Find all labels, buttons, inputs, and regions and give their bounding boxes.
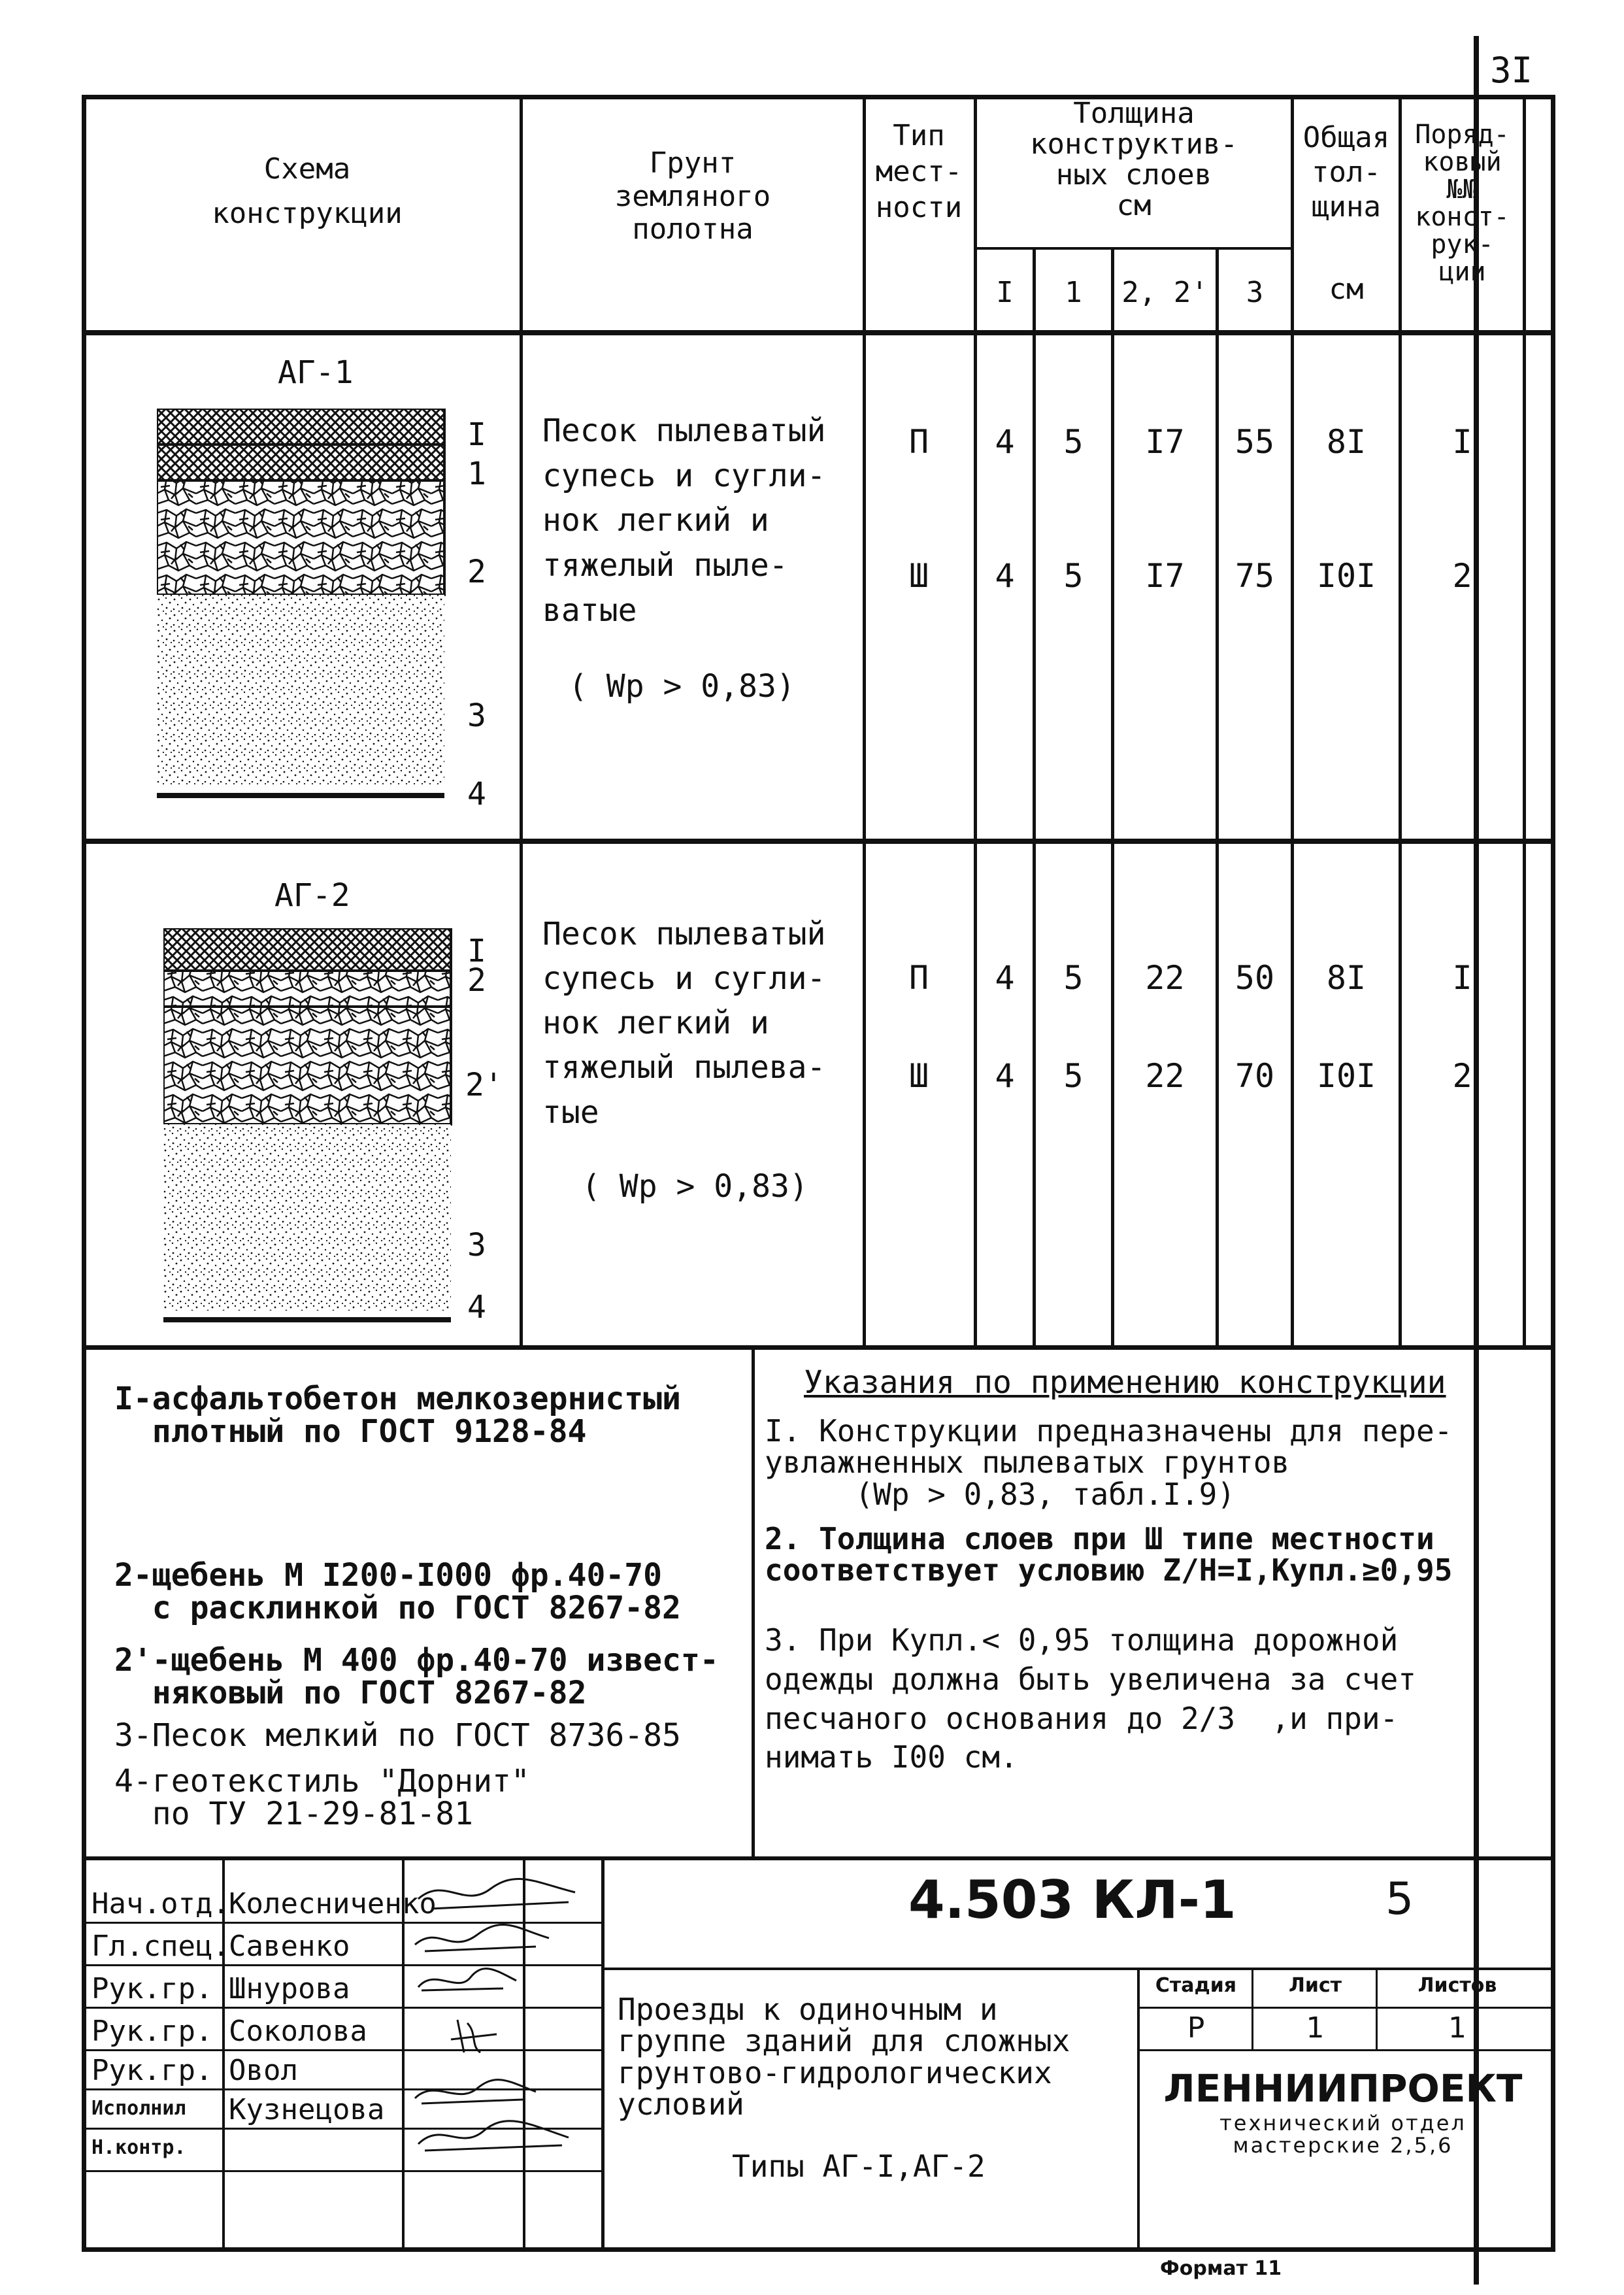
layer-sand [157, 595, 444, 784]
legend-item-2: 2-щебень М I200-I000 фр.40-70 с расклинкой по ГОСТ 8267-82 [114, 1557, 681, 1627]
layer-cell: 4 [995, 423, 1015, 461]
legend-item-3: 3-Песок мелкий по ГОСТ 8736-85 [114, 1717, 681, 1754]
layer-cell: 4 [995, 557, 1015, 595]
total-cell: 8I [1326, 423, 1367, 461]
soil-param-ag1: ( Wр > 0,83) [569, 668, 795, 705]
total-cell: I0I [1316, 1057, 1376, 1095]
sheet-label: Лист [1288, 1974, 1342, 1997]
legend-item-1: I-асфальтобетон мелкозернистый плотный по ГОСТ 9128-84 [114, 1381, 681, 1450]
total-cell: I0I [1316, 557, 1376, 595]
signer-role: Рук.гр. [91, 2054, 213, 2087]
layer-cell: 22 [1145, 959, 1185, 997]
signer-role: Исполнил [91, 2097, 186, 2120]
order-cell: 2 [1452, 557, 1472, 595]
stamp-line [1137, 1968, 1140, 2252]
col-line [1033, 248, 1036, 1350]
signer-role: Нач.отд. [91, 1887, 230, 1920]
terrain-cell: П [908, 423, 929, 461]
sheets-label: Листов [1417, 1974, 1497, 1997]
layer-geotextile [163, 1317, 451, 1322]
sheets-value: 1 [1448, 2011, 1467, 2045]
layer-cell: 75 [1235, 557, 1275, 595]
sheet-number: 3I [1490, 50, 1533, 91]
legend-item-4: 4-геотекстиль "Дорнит" по ТУ 21-29-81-81 [114, 1763, 530, 1833]
layer-label: 1 [467, 456, 486, 492]
layer-cell: 50 [1235, 959, 1275, 997]
layer-cell: I7 [1145, 423, 1185, 461]
legend-divider [752, 1348, 755, 1858]
layer-col-3: 2, 2' [1121, 276, 1208, 309]
row-divider-line [82, 839, 1555, 844]
signer-name: Соколова [229, 2015, 367, 2048]
legend-item-2prime: 2'-щебень М 400 фр.40-70 извест- няковый по ГОСТ 8267-82 [114, 1642, 719, 1712]
layer-crushed-stone [163, 971, 451, 1007]
row-line [974, 247, 1291, 250]
layer-crushed-stone [157, 480, 444, 595]
layer-label: 3 [467, 1227, 486, 1264]
document-sheet-num: 5 [1385, 1873, 1414, 1925]
construction-title-ag1: АГ-1 [278, 354, 354, 391]
order-cell: I [1452, 959, 1472, 997]
layer-geotextile [157, 793, 444, 798]
signer-name: Кузнецова [229, 2093, 385, 2126]
col-line [1216, 248, 1219, 1350]
instructions-p3: 3. При Купл.< 0,95 толщина дорожной одежды должна быть увеличена за счет песчаного основания до 2/3 ,и при- нимать I00 см. [765, 1622, 1416, 1775]
header-terrain-type: Тип мест- ности [875, 119, 963, 224]
organization-name: ЛЕННИИПРОЕКТ [1163, 2066, 1523, 2111]
layer-cell: 4 [995, 959, 1015, 997]
layer-cell: 5 [1063, 1057, 1084, 1095]
layer-cell: 70 [1235, 1057, 1275, 1095]
header-thickness: Толщина конструктив- ных слоев см [1030, 97, 1238, 223]
layer-cell: 5 [1063, 423, 1084, 461]
soil-description-ag2: Песок пылеватый супесь и сугли- нок легкий и тяжелый пылева- тые [542, 916, 826, 1131]
instructions-title: Указания по применению конструкции [804, 1364, 1446, 1401]
order-cell: 2 [1452, 1057, 1472, 1095]
col-line [1523, 95, 1526, 1350]
layer-col-1: I [996, 276, 1014, 309]
stage-value: Р [1187, 2011, 1205, 2045]
layer-col-4: 3 [1246, 276, 1264, 309]
signatures [405, 1863, 601, 2177]
stamp-line [1137, 2007, 1555, 2009]
signer-name: Савенко [229, 1930, 350, 1963]
organization-sub: технический отдел мастерские 2,5,6 [1219, 2111, 1467, 2158]
layer-label: 2 [467, 962, 486, 999]
stamp-line [1137, 2049, 1555, 2051]
header-total-unit: см [1329, 273, 1364, 306]
layer-label: 4 [467, 776, 486, 812]
stamp-line [605, 1968, 1555, 1970]
header-soil: Грунт земляного полотна [614, 146, 771, 246]
instructions-p1: I. Конструкции предназначены для пере- увлажненных пылеватых грунтов (Wр > 0,83, табл.I.9) [765, 1413, 1453, 1512]
stamp-line [601, 1860, 605, 2252]
sheet-value: 1 [1306, 2011, 1325, 2045]
terrain-cell: Ш [908, 1057, 929, 1095]
document-code: 4.503 КЛ-1 [908, 1869, 1236, 1930]
layer-cell: 5 [1063, 557, 1084, 595]
col-line [863, 95, 866, 1350]
terrain-cell: Ш [908, 557, 929, 595]
layer-label: 2 [467, 554, 486, 590]
signer-name: Колесниченко [229, 1887, 437, 1920]
stamp-line [1251, 1968, 1253, 2049]
signer-role: Рук.гр. [91, 2015, 213, 2048]
header-order-number: Поряд- ковый №№ конст- рук- ции [1415, 120, 1510, 287]
signer-role: Гл.спец. [91, 1930, 230, 1963]
stamp-line [1376, 1968, 1378, 2049]
order-cell: I [1452, 423, 1472, 461]
layer-label: I [467, 416, 486, 453]
stage-label: Стадия [1155, 1974, 1237, 1997]
layer-asphalt-1 [157, 409, 444, 444]
header-bottom-line [82, 330, 1555, 335]
soil-param-ag2: ( Wр > 0,83) [582, 1168, 808, 1205]
layer-asphalt-2 [157, 444, 444, 480]
header-scheme: Схема конструкции [212, 152, 403, 231]
signer-role: Н.контр. [91, 2136, 186, 2159]
terrain-cell: П [908, 959, 929, 997]
layer-cell: 4 [995, 1057, 1015, 1095]
layer-cell: 22 [1145, 1057, 1185, 1095]
total-cell: 8I [1326, 959, 1367, 997]
construction-title-ag2: АГ-2 [274, 877, 350, 914]
layer-label: 3 [467, 697, 486, 734]
col-line [520, 95, 523, 1350]
layer-cell: I7 [1145, 557, 1185, 595]
layer-diagram-ag1 [157, 409, 497, 801]
layer-label: 4 [467, 1289, 486, 1326]
instructions-p2: 2. Толщина слоев при Ш типе местности соответствует условию Z/H=I,Купл.≥0,95 [765, 1521, 1453, 1588]
stamp-types: Типы АГ-I,АГ-2 [732, 2149, 986, 2184]
layer-cell: 5 [1063, 959, 1084, 997]
signer-role: Рук.гр. [91, 1972, 213, 2005]
signer-name: Овол [229, 2054, 298, 2087]
layer-diagram-ag2 [163, 928, 503, 1327]
soil-description-ag1: Песок пылеватый супесь и сугли- нок легкий и тяжелый пыле- ватые [542, 412, 826, 629]
layer-asphalt [163, 928, 451, 971]
layer-col-2: 1 [1065, 276, 1082, 309]
layer-limestone-stone [163, 1007, 451, 1124]
layer-label: I [467, 933, 486, 969]
layer-label: 2' [465, 1067, 503, 1103]
stamp-top-line [82, 1856, 1555, 1860]
col-line [1111, 248, 1114, 1350]
paper-format: Формат 11 [1160, 2257, 1282, 2280]
layer-sand [163, 1124, 451, 1311]
stamp-description: Проезды к одиночным и группе зданий для сложных грунтово-гидрологических условий [618, 1992, 1070, 2122]
layer-cell: 55 [1235, 423, 1275, 461]
signer-name: Шнурова [229, 1972, 350, 2005]
header-total-thickness: Общая тол- щина [1302, 121, 1390, 224]
